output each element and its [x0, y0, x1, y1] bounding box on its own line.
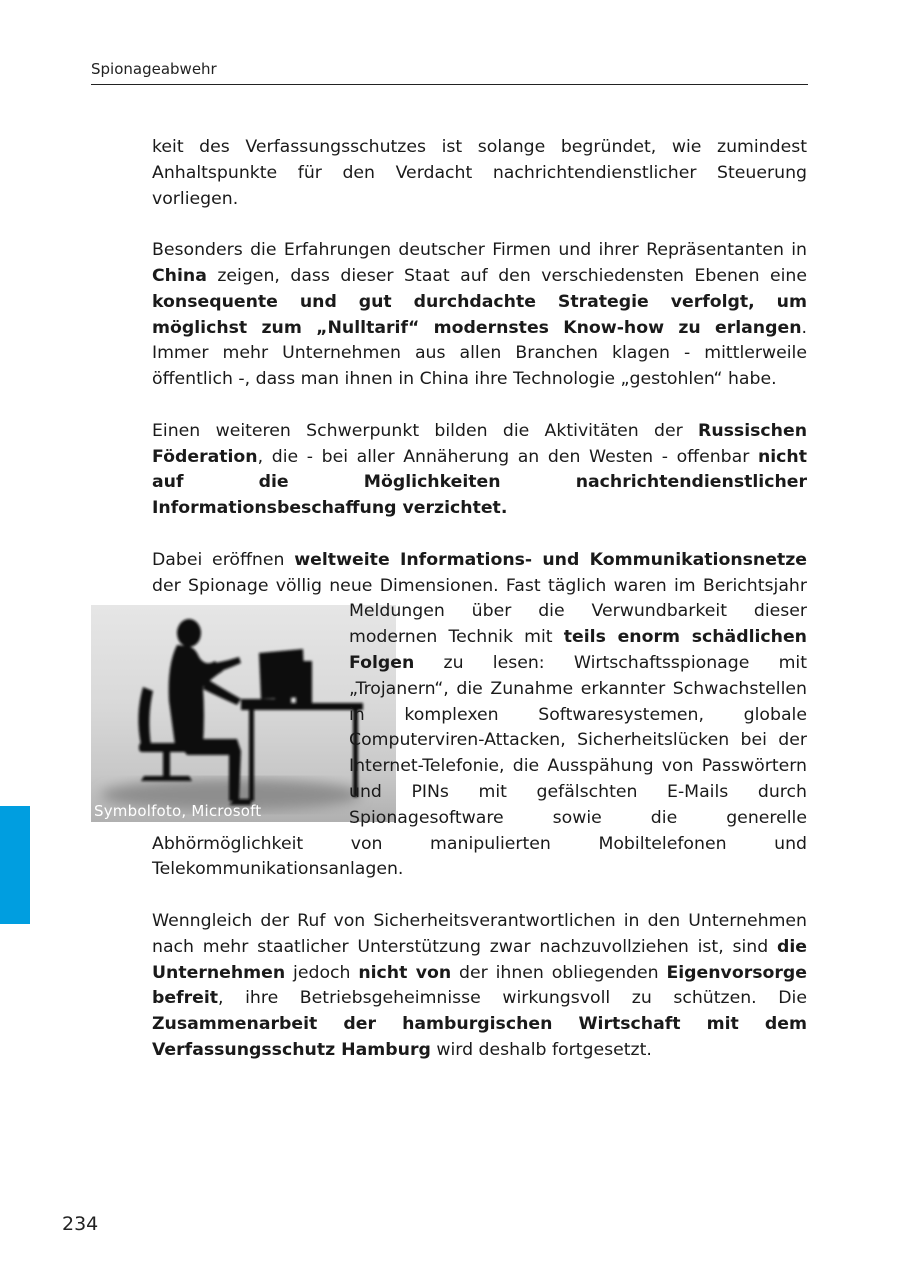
- page-number: 234: [62, 1213, 99, 1235]
- paragraph-1: [152, 135, 807, 212]
- paragraph-5-text: jedoch: [285, 962, 359, 983]
- paragraph-3-bold-intel: nicht auf die Möglichkeiten nachrichtendienstlicher Informationsbeschaffung verzichtet.: [152, 446, 807, 519]
- paragraph-3-bold-russia: Russischen Föderation: [152, 420, 807, 467]
- paragraph-3-text: , die - bei aller Annäherung an den Westen - offenbar: [257, 446, 758, 467]
- paragraph-4-text: der Spionage völlig neue Dimensionen. Fast täglich waren im Berichtsjahr Meldungen über die Verwundbarkeit dieser modernen Technik mit: [152, 575, 807, 648]
- paragraph-4-text: zu lesen: Wirtschaftsspionage mit „Trojanern“, die Zunahme erkannter Schwachstellen in komplexen Softwaresystemen, globale Computerviren-Attacken, Sicherheitslücken bei der Internet-Telefonie, die Ausspähung von Passwörtern und PINs mit gefälschten E-Mails durch Spionagesoftware sowie die generelle Abhörmöglichkeit von manipulierten Mobiltelefonen und Telekommunikationsanlagen.: [152, 652, 807, 880]
- paragraph-3-text: Einen weiteren Schwerpunkt bilden die Aktivitäten der: [152, 420, 699, 441]
- paragraph-2-text: Besonders die Erfahrungen deutscher Firmen und ihrer Repräsentanten in: [152, 240, 807, 261]
- paragraph-5-text: Wenngleich der Ruf von Sicherheitsverantwortlichen in den Unternehmen nach mehr staatlicher Unterstützung zwar nachzuvollziehen ist, sind: [152, 910, 807, 957]
- paragraph-1-text: keit des Verfassungsschutzes ist solange begründet, wie zumindest Anhaltspunkte für den Verdacht nachrichtendienstlicher Steuerung vorliegen.: [152, 137, 807, 209]
- figure-caption: Symbolfoto, Microsoft: [94, 802, 262, 820]
- paragraph-2-text: zeigen, dass dieser Staat auf den verschiedensten Ebenen eine: [206, 265, 807, 286]
- chapter-tab-marker: [0, 806, 30, 924]
- paragraph-5-bold-not-from: nicht von: [358, 962, 452, 983]
- paragraph-5-text: , ihre Betriebsgeheimnisse wirkungsvoll zu schützen. Die: [218, 988, 807, 1009]
- paragraph-5-bold-self-provision: Eigenvorsorge befreit: [152, 962, 807, 1009]
- paragraph-2: [152, 238, 807, 393]
- figure-wrap-spacer: [91, 599, 349, 830]
- paragraph-2-bold-strategy: konsequente und gut durchdachte Strategie verfolgt, um möglichst zum „Nulltarif“ modernstes Know-how zu erlangen: [152, 291, 807, 338]
- body-text: [152, 135, 807, 1089]
- paragraph-2-bold-china: China: [152, 265, 207, 286]
- paragraph-4: [152, 548, 807, 883]
- paragraph-4-bold-networks: weltweite Informations- und Kommunikationsnetze: [294, 549, 807, 570]
- paragraph-5-bold-companies: die Unternehmen: [152, 936, 807, 983]
- paragraph-5-text: der ihnen obliegenden: [451, 962, 667, 983]
- header-rule: [91, 84, 808, 85]
- paragraph-4-wrap: [152, 548, 807, 883]
- paragraph-4-text: Dabei eröffnen: [152, 549, 295, 570]
- paragraph-5-text: wird deshalb fortgesetzt.: [430, 1039, 652, 1060]
- paragraph-5: [152, 909, 807, 1064]
- paragraph-3: [152, 419, 807, 522]
- paragraph-5-bold-cooperation: Zusammenarbeit der hamburgischen Wirtschaft mit dem Verfassungsschutz Hamburg: [152, 1014, 807, 1060]
- paragraph-4-bold-consequences: teils enorm schädlichen Folgen: [349, 627, 807, 673]
- running-header-title: Spionageabwehr: [91, 60, 217, 78]
- paragraph-2-text: . Immer mehr Unternehmen aus allen Branchen klagen - mittlerweile öffentlich -, dass man ihnen in China ihre Technologie „gestohlen“ habe.: [152, 317, 807, 390]
